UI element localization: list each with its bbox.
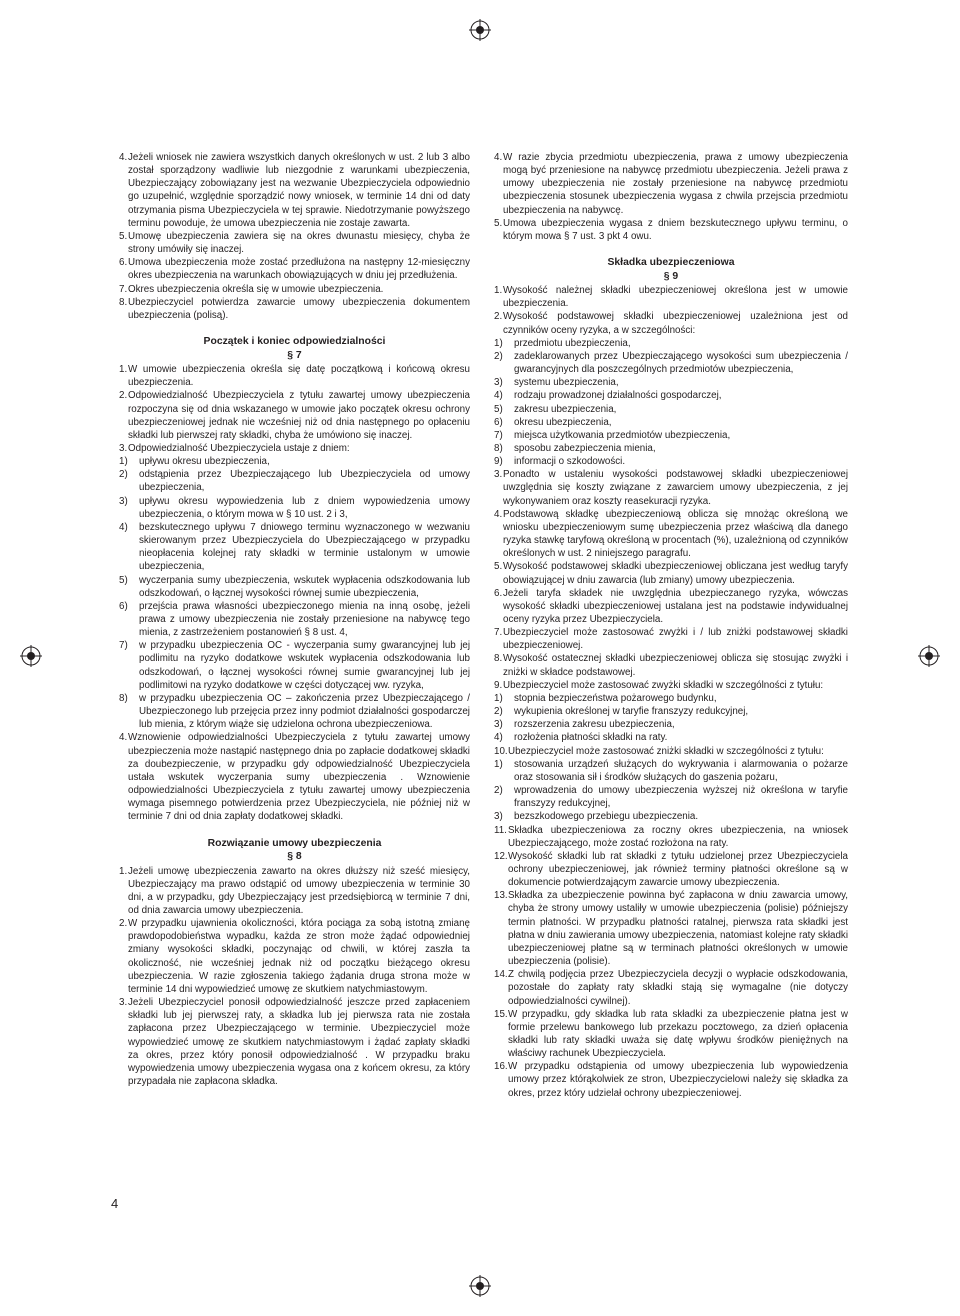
sub-item: 6) przejścia prawa własności ubezpieczonego mienia na inną osobę, jeżeli prawa z umowy ubezpieczenia nie zostały przeniesione na nabywcę tego mienia, z zastrzeżeniem postanowień § 8 ust. 4,: [119, 600, 470, 639]
list-item: 3. Ponadto w ustaleniu wysokości podstawowej składki ubezpieczeniowej uwzględnia się koszty związane z zawarciem umowy ubezpieczenia, z jej wykonywaniem oraz koszty reasekuracji ryzyka.: [494, 469, 848, 507]
list-item: 16. W przypadku odstąpienia od umowy ubezpieczenia lub wypowiedzenia umowy przez którąkolwiek ze stron, Ubezpieczycielowi należy się składka za okres, przez który udzielał ochrony ubezpieczeniowej.: [494, 1061, 848, 1099]
sub-item: 8) sposobu zabezpieczenia mienia,: [494, 442, 656, 454]
list-item: 4. W razie zbycia przedmiotu ubezpieczenia, prawa z umowy ubezpieczenia mogą być przeniesione na nabywcę przedmiotu ubezpieczenia. Jeżeli prawa z umowy ubezpieczenia nie zostały przeniesione na nabywcę przedmiotu ubezpieczenia stosunek ubezpieczenia wygasa z chwila przejscia przedmiotu ubezpieczenia na nabywcę.: [494, 152, 848, 216]
sub-item: 5) zakresu ubezpieczenia,: [494, 403, 617, 415]
list-item: 5. Wysokość podstawowej składki ubezpieczeniowej obliczana jest według taryfy obowiązującej w dniu zawarcia (lub zmiany) umowy ubezpieczenia.: [494, 561, 848, 586]
sub-item: 1) przedmiotu ubezpieczenia,: [494, 337, 631, 349]
list-item: 3. Jeżeli Ubezpieczyciel ponosił odpowiedzialność jeszcze przed zapłaceniem składki lub jej pierwszej raty, a składka lub jej pierwsza rata nie została zapłacona przez Ubezpieczającego w terminie. Ubezpieczyciel może wypowiedzieć umowę ze skutkiem natychmiastowym i żądać zapłaty składki za okres, przez który ponosił odpowiedzialność . W przypadku braku wypowiedzenia umowy ubezpieczenia wygasa ona z końcem okresu, za który przypadała nie zapłacona składka.: [119, 997, 470, 1087]
top-items: [119, 151, 470, 322]
list-item: 1. Wysokość należnej składki ubezpieczeniowej określona jest w umowie ubezpieczenia.: [494, 285, 848, 310]
sub-item: 7) w przypadku ubezpieczenia OC - wyczerpania sumy gwarancyjnej lub jej podlimitu na ryzyko dodatkowe wskutek wypłacenia odszkodowania lub odszkodowań, o łącznej wysokości równej sumie gwarancyjnej lub jej podlimitowi na ryzyko dodatkowe w części dotyczącej ww. ryzyka,: [119, 640, 470, 691]
sub-item: 3) rozszerzenia zakresu ubezpieczenia,: [494, 719, 675, 731]
registration-mark-icon: [20, 645, 42, 667]
list-item: 2. Odpowiedzialność Ubezpieczyciela z tytułu zawartej umowy ubezpieczenia rozpoczyna się od dnia wskazanego w umowie jako początek okresu ochrony ubezpieczeniowej jednak nie wcześniej niż od dnia następnego po opłaceniu składki lub pierwszej raty składki, chyba że umówiono się inaczej.: [119, 390, 470, 441]
sub-item: 2) odstąpienia przez Ubezpieczającego lub Ubezpieczyciela od umowy ubezpieczenia,: [119, 469, 470, 494]
list-item: 10. Ubezpieczyciel może zastosować zniżki składki w szczególności z tytułu:: [494, 745, 824, 757]
left-column: [119, 151, 470, 1088]
sub-item: 9) informacji o szkodowości.: [494, 456, 626, 468]
list-item: 11. Składka ubezpieczeniowa za roczny okres ubezpieczenia, na wniosek Ubezpieczającego, może zostać rozłożona na raty.: [494, 824, 848, 849]
sub-item: 1) upływu okresu ubezpieczenia,: [119, 456, 270, 468]
list-item: 2. Wysokość podstawowej składki ubezpieczeniowej uzależniona jest od czynników oceny ryzyka, a w szczególności:: [494, 311, 848, 336]
list-item: 4. Podstawową składkę ubezpieczeniową oblicza się mnożąc określoną we wniosku ubezpieczeniowym sumę ubezpieczenia przez właściwą dla danego ryzyka stawkę taryfową określoną w procentach (%), uzależnioną od czynników określonych w ust. 2 niniejszego paragrafu.: [494, 508, 848, 560]
sub-item: 5) wyczerpania sumy ubezpieczenia, wskutek wypłacenia odszkodowania lub odszkodowań, o łącznej wysokości równej sumie ubezpieczenia,: [119, 574, 470, 599]
list-item: 1. Jeżeli umowę ubezpieczenia zawarto na okres dłuższy niż sześć miesięcy, Ubezpieczający ma prawo odstąpić od umowy ubezpieczenia w terminie 30 dni, a w przypadku, gdy Ubezpieczający jest przedsiębiorcą w terminie 7 dni, od dnia zawarcia umowy ubezpieczenia.: [119, 865, 470, 916]
list-item: 12. Wysokość składki lub rat składki z tytułu udzielonej przez Ubezpieczyciela ochrony ubezpieczeniowej, jak również terminy płatności określone są w dokumencie potwierdzającym zawarcie umowy ubezpieczenia.: [494, 850, 848, 889]
list-item: 14. Z chwilą podjęcia przez Ubezpieczyciela decyzji o wypłacie odszkodowania, pozostałe do zapłaty raty składki stają się wymagalne (nie dotyczy odpowiedzialności cywilnej).: [494, 969, 848, 1007]
list-item: 7. Ubezpieczyciel może zastosować zwyżki i / lub zniżki podstawowej składki ubezpieczeniowej.: [494, 627, 848, 652]
section-heading: Składka ubezpieczeniowa: [607, 257, 735, 269]
list-item: 6. Jeżeli taryfa składek nie uwzględnia ubezpieczanego ryzyka, wówczas wysokość składki ubezpieczeniowej ustalana jest na podstawie indywidualnej oceny ryzyka przez Ubezpieczyciela.: [494, 587, 848, 625]
registration-mark-icon: [469, 19, 491, 41]
registration-mark-icon: [469, 1275, 491, 1297]
sub-item: 2) wykupienia określonej w taryfie franszyzy redukcyjnej,: [494, 706, 749, 718]
list-item: 5. Umowa ubezpieczenia wygasa z dniem bezskutecznego upływu terminu, o którym mowa § 7 ust. 3 pkt 4 owu.: [494, 217, 848, 242]
section-number: § 9: [663, 270, 679, 282]
sub-item: 3) upływu okresu wypowiedzenia lub z dniem wypowiedzenia umowy ubezpieczenia, o którym mowa w § 10 ust. 2 i 3,: [119, 495, 470, 520]
section-number: § 8: [287, 851, 302, 862]
sub-item: 4) rodzaju prowadzonej działalności gospodarczej,: [494, 390, 722, 402]
list-item: 13. Składka za ubezpieczenie powinna być zapłacona w dniu zawarcia umowy, chyba że strony umowy ustaliły w umowie ubezpieczenia (polisie) późniejszy termin płatności. W przypadku płatności ratalnej, pierwsza rata składki jest płatna w dniu zawierania umowy ubezpieczenia, natomiast kolejne raty składki ubezpieczeniowej płatne są w terminach płatności określonych w umowie ubezpieczenia (polisie).: [494, 890, 848, 968]
sub-item: 3) bezszkodowego przebiegu ubezpieczenia.: [494, 811, 699, 823]
sub-item: 3) systemu ubezpieczenia,: [494, 377, 619, 389]
list-item: 4. Wznowienie odpowiedzialności Ubezpieczyciela z tytułu zawartej umowy ubezpieczenia może nastąpić następnego dnia po zapłacie dodatkowej składki za doubezpieczenie, w przypadku gdy odpowiedzialność Ubezpieczyciela ustała wskutek wyczerpania sumy ubezpieczenia . Wznowienie odpowiedzialności Ubezpieczyciela z tytułu zawartej umowy ubezpieczenia wymaga pisemnego potwierdzenia przez Ubezpieczyciela, nie później niż w terminie 7 dni od dnia zapłaty dodatkowej składki.: [119, 732, 470, 823]
sub-item: 2) zadeklarowanych przez Ubezpieczającego wysokości sum ubezpieczenia / gwarancyjnych dla poszczególnych przedmiotów ubezpieczenia,: [494, 350, 848, 376]
section-heading: Początek i koniec odpowiedzialności: [203, 336, 386, 348]
sub-item: 8) w przypadku ubezpieczenia OC – zakończenia przez Ubezpieczającego / Ubezpieczonego lub przejęcia przez inny podmiot działalności gospodarczej lub mienia, z którym wiąże się udzielona ochrona ubezpieczeniowa.: [119, 692, 470, 731]
list-item: 15. W przypadku, gdy składka lub rata składki za ubezpieczenie płatna jest w formie przelewu bankowego lub przekazu pocztowego, za dzień opłacenia składki lub raty składki uważa się datę wpływu środków pieniężnych na właściwy rachunek Ubezpieczyciela.: [494, 1008, 848, 1060]
section-number: § 7: [287, 349, 302, 361]
page-number: 4: [111, 1196, 119, 1211]
sub-item: 6) okresu ubezpieczenia,: [494, 416, 612, 428]
list-item: 6. Umowa ubezpieczenia może zostać przedłużona na następny 12-miesięczny okres ubezpieczenia na warunkach obowiązujących w dniu jej przedłużenia.: [119, 257, 470, 282]
list-item: 3. Odpowiedzialność Ubezpieczyciela ustaje z dniem:: [119, 442, 350, 454]
sub-item: 4) bezskutecznego upływu 7 dniowego terminu wyznaczonego w wezwaniu skierowanym przez Ubezpieczyciela do Ubezpieczającego w przypadku nieopłacenia kolejnej raty składki w terminie ustalonym w umowie ubezpieczenia,: [119, 521, 470, 573]
list-item: 7. Okres ubezpieczenia określa się w umowie ubezpieczenia.: [119, 283, 384, 295]
sub-item: 1) stopnia bezpieczeństwa pożarowego budynku,: [494, 692, 717, 704]
list-item: 8. Wysokość ostatecznej składki ubezpieczeniowej oblicza się stosując zwyżki i zniżki w składce podstawowej.: [494, 653, 848, 678]
section-heading: Rozwiązanie umowy ubezpieczenia: [207, 837, 382, 849]
list-item: 8. Ubezpieczyciel potwierdza zawarcie umowy ubezpieczenia dokumentem ubezpieczenia (polisą).: [119, 296, 470, 321]
right-column: [494, 151, 848, 1100]
list-item: 1. W umowie ubezpieczenia określa się datę początkową i końcową okresu ubezpieczenia.: [119, 364, 470, 389]
list-item: 9. Ubezpieczyciel może zastosować zwyżki składki w szczególności z tytułu:: [494, 679, 824, 691]
sub-item: 7) miejsca użytkowania przedmiotów ubezpieczenia,: [494, 429, 731, 441]
list-item: 5. Umowę ubezpieczenia zawiera się na okres dwunastu miesięcy, chyba że strony umówiły się inaczej.: [119, 230, 470, 256]
registration-mark-icon: [918, 645, 940, 667]
sub-item: 1) stosowania urządzeń służących do wykrywania i alarmowania o pożarze oraz stosowania sił i środków służących do gaszenia pożaru,: [494, 758, 848, 783]
list-item: 2. W przypadku ujawnienia okoliczności, która pociąga za sobą istotną zmianę prawdopodobieństwa wypadku, każda ze stron może żądać odpowiedniej zmiany wysokości składki, poczynając od chwili, w której zaszła ta okoliczność, nie wcześniej jednak niż od początku bieżącego okresu ubezpieczenia. W razie zgłoszenia takiego żądania druga strona może w terminie 14 dni wypowiedzieć umowę ze skutkiem natychmiastowym.: [119, 918, 470, 995]
sub-item: 4) rozłożenia płatności składki na raty.: [494, 732, 668, 744]
sub-item: 2) wprowadzenia do umowy ubezpieczenia wyższej niż określona w taryfie franszyzy redukcyjnej,: [494, 785, 848, 810]
list-item: 4. Jeżeli wniosek nie zawiera wszystkich danych określonych w ust. 2 lub 3 albo został sporządzony wadliwie lub niezgodnie z warunkami ubezpieczenia, Ubezpieczający zobowiązany jest na wezwanie Ubezpieczyciela odpowiednio go uzupełnić, względnie sporządzić nowy wniosek, w terminie 14 dni od daty otrzymania pisma Ubezpieczyciela w tej sprawie. Niedotrzymanie powyższego terminu powoduje, że umowa ubezpieczenia nie zostaje zawarta.: [119, 152, 470, 229]
